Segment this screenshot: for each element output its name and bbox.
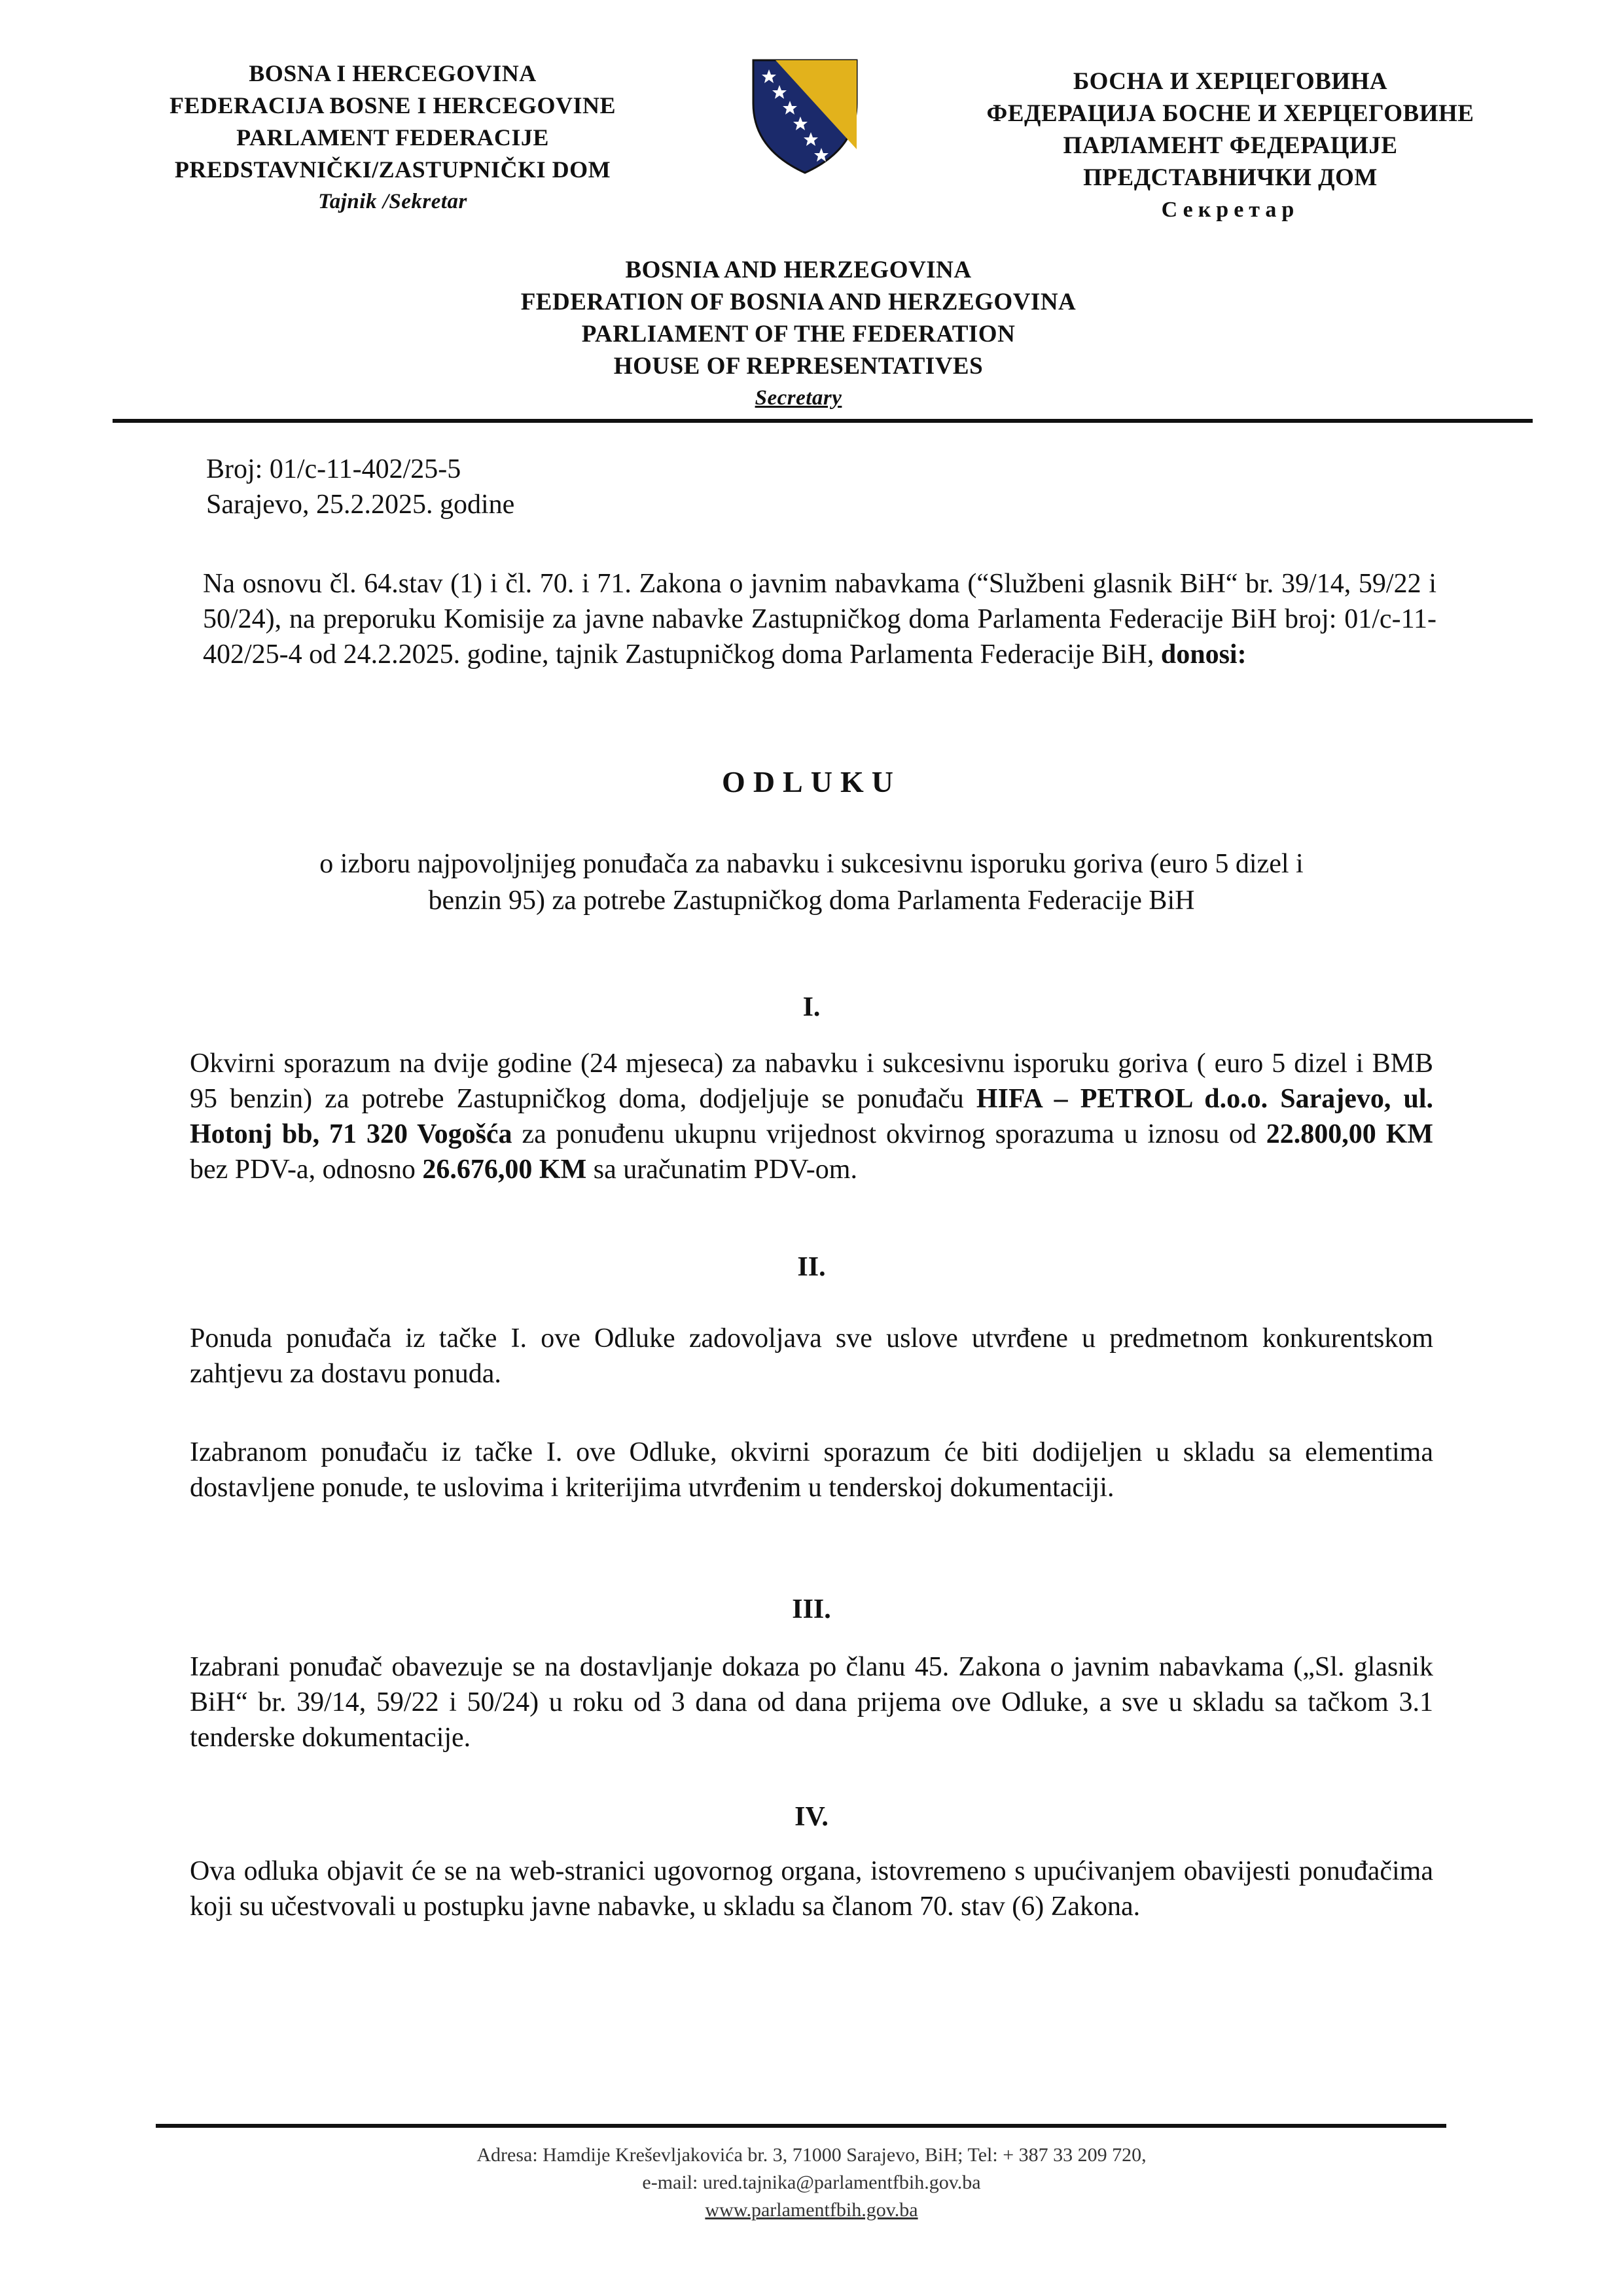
header-divider (113, 419, 1533, 423)
preamble-bold: donosi: (1160, 639, 1247, 670)
header-left-line4: PREDSTAVNIČKI/ZASTUPNIČKI DOM (174, 156, 611, 183)
header-center-line3: PARLIAMENT OF THE FEDERATION (581, 321, 1016, 348)
coat-of-arms-icon (749, 58, 861, 175)
header-left-line1: BOSNA I HERCEGOVINA (249, 60, 537, 86)
decision-title: ODLUKU (722, 765, 901, 798)
section-2-paragraph-2: Izabranom ponuđaču iz tačke I. ove Odluke, okvirni sporazum će biti dodijeljen u skladu sa elementima dostavljene ponude, te uslovima i kriterijima utvrđenim u tenderskoj dokumentaciji. (190, 1437, 1433, 1503)
footer (0, 2142, 1623, 2224)
header-left (105, 58, 681, 218)
section-1-bidder: HIFA – PETROL d.o.o. Sarajevo, ul. Hotonj bb, 71 320 Vogošća (190, 1084, 1433, 1149)
section-4-heading: IV. (794, 1802, 829, 1832)
header-center-line4: HOUSE OF REPRESENTATIVES (613, 353, 984, 380)
footer-website-link[interactable]: www.parlamentfbih.gov.ba (705, 2199, 918, 2221)
section-1-text-part2: za ponuđenu ukupnu vrijednost okvirnog sporazuma u iznosu od (512, 1119, 1266, 1149)
section-1-heading: I. (802, 992, 821, 1022)
subtitle-line2: benzin 95) za potrebe Zastupničkog doma Parlamenta Federacije BiH (428, 886, 1195, 916)
subtitle-line1: o izboru najpovoljnijeg ponuđača za nabavku i sukcesivnu isporuku goriva (euro 5 dizel i (319, 849, 1304, 879)
header-left-line2: FEDERACIJA BOSNE I HERCEGOVINE (169, 92, 616, 118)
footer-address: Adresa: Hamdije Kreševljakovića br. 3, 71000 Sarajevo, BiH; Tel: + 387 33 209 720, (476, 2144, 1147, 2166)
preamble-text: Na osnovu čl. 64.stav (1) i čl. 70. i 71. Zakona o javnim nabavkama (“Službeni glasnik BiH“ br. 39/14, 59/22 i 50/24), na preporuku Komisije za javne nabavke Zastupničkog doma Parlamenta Federacije BiH broj: 01/c-11-402/25-4 od 24.2.2025. godine, tajnik Zastupničkog doma Parlamenta Federacije BiH, (203, 569, 1436, 670)
footer-email[interactable]: e-mail: ured.tajnika@parlamentfbih.gov.ba (642, 2172, 981, 2193)
reference-place-date: Sarajevo, 25.2.2025. godine (206, 490, 515, 520)
header-right-line2: ФЕДЕРАЦИЈА БОСНЕ И ХЕРЦЕГОВИНЕ (986, 100, 1474, 127)
reference-block (206, 452, 991, 522)
section-1-text-part1: Okvirni sporazum na dvije godine (24 mjeseca) za nabavku i sukcesivnu isporuku goriva ( euro 5 dizel i BMB 95 benzin) za potrebe Zastupničkog doma, dodjeljuje se ponuđaču (190, 1049, 1433, 1114)
section-1-text (190, 1046, 1433, 1187)
header-center-line1: BOSNIA AND HERZEGOVINA (625, 257, 972, 283)
section-1-text-part4: sa uračunatim PDV-om. (586, 1155, 857, 1185)
header-center-line2: FEDERATION OF BOSNIA AND HERZEGOVINA (520, 289, 1077, 315)
section-2-heading: II. (797, 1252, 826, 1282)
header-right-line5: Секретар (1161, 198, 1300, 222)
section-1-amount-gross: 26.676,00 KM (422, 1155, 587, 1185)
decision-subtitle (223, 846, 1400, 919)
section-1-text-part3: bez PDV-a, odnosno (190, 1155, 423, 1185)
section-3-heading: III. (792, 1594, 831, 1624)
header-right (936, 65, 1525, 226)
reference-number: Broj: 01/c-11-402/25-5 (206, 454, 461, 484)
section-3-paragraph: Izabrani ponuđač obavezuje se na dostavljanje dokaza po članu 45. Zakona o javnim nabavkama („Sl. glasnik BiH“ br. 39/14, 59/22 i 50/24) u roku od 3 dana od dana prijema ove Odluke, a sve u skladu sa tačkom 3.1 tenderske dokumentacije. (190, 1652, 1433, 1753)
preamble (203, 566, 1436, 672)
section-2-paragraph-1: Ponuda ponuđača iz tačke I. ove Odluke zadovoljava sve uslove utvrđene u predmetnom konkurentskom zahtjevu za dostavu ponuda. (190, 1323, 1433, 1389)
header-right-line1: БОСНА И ХЕРЦЕГОВИНА (1073, 68, 1388, 95)
header-center (419, 254, 1178, 414)
header-right-line3: ПАРЛАМЕНТ ФЕДЕРАЦИЈЕ (1063, 132, 1398, 159)
section-1-amount-net: 22.800,00 KM (1266, 1119, 1434, 1149)
section-4-paragraph: Ova odluka objavit će se na web-stranici ugovornog organa, istovremeno s upućivanjem obavijesti ponuđačima koji su učestvovali u postupku javne nabavke, u skladu sa članom 70. stav (6) Zakona. (190, 1856, 1433, 1922)
header-left-line5: Tajnik /Sekretar (318, 190, 467, 213)
header-center-line5: Secretary (755, 386, 842, 410)
header-right-line4: ПРЕДСТАВНИЧКИ ДОМ (1083, 164, 1378, 191)
header-left-line3: PARLAMENT FEDERACIJE (236, 124, 549, 151)
footer-divider (156, 2124, 1446, 2128)
